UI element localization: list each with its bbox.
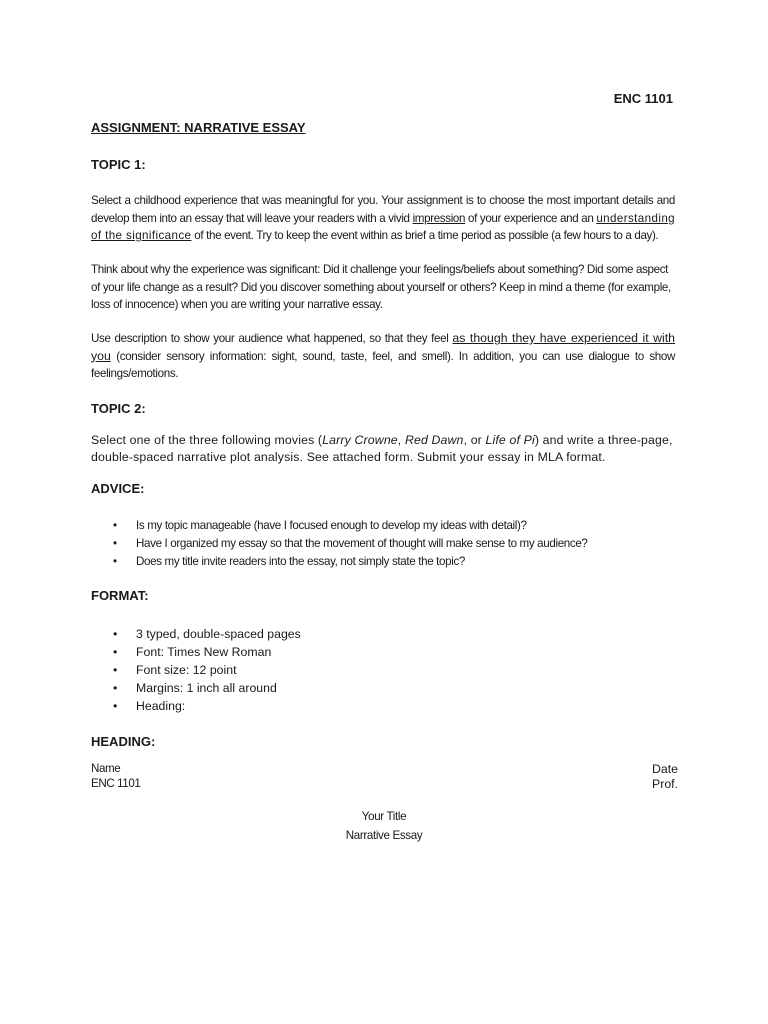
topic1-p1-underline-impression: impression — [412, 211, 466, 225]
format-heading: FORMAT: — [91, 588, 149, 603]
bullet-icon: • — [113, 681, 118, 695]
list-item — [91, 661, 301, 679]
topic1-p3-underline: as though they have experienced it with you — [91, 331, 675, 363]
topic1-p1-text-a: Select a childhood experience that was meaningful for you. Your assignment is to choose the most important details and develop them into an essay that will leave your readers with a vivid — [91, 194, 675, 225]
format-list — [91, 625, 301, 715]
list-item — [91, 535, 588, 553]
topic2-text-b: ) and write a three-page, double-spaced narrative plot analysis. See attached form. Submit your essay in MLA format. — [91, 433, 673, 464]
topic2-sep-1: , — [397, 433, 405, 447]
topic2-heading: TOPIC 2: — [91, 401, 146, 416]
list-item — [91, 697, 301, 715]
advice-heading: ADVICE: — [91, 481, 145, 496]
list-item — [91, 553, 588, 571]
movie-life-of-pi: Life of Pi — [485, 433, 535, 447]
movie-larry-crowne: Larry Crowne — [322, 433, 398, 447]
bullet-icon: • — [113, 555, 117, 568]
topic2-text-a: Select one of the three following movies ( — [91, 433, 323, 447]
topic1-heading: TOPIC 1: — [91, 157, 146, 172]
advice-item-text: Have I organized my essay so that the movement of thought will make sense to my audience? — [136, 537, 588, 550]
sample-subtitle: Narrative Essay — [345, 829, 423, 842]
topic1-p3-text-b: (consider sensory information: sight, sound, taste, feel, and smell). In addition, you can use dialogue to show feelings/emotions. — [91, 349, 675, 380]
topic2-sep-2: , or — [463, 433, 486, 447]
movie-red-dawn: Red Dawn — [404, 433, 464, 447]
list-item — [91, 517, 588, 535]
format-item-text: Font size: 12 point — [136, 663, 237, 677]
heading-prof-label: Prof. — [652, 777, 678, 791]
heading-name-label: Name — [91, 762, 121, 775]
format-item-text: Font: Times New Roman — [136, 645, 272, 659]
assignment-title: ASSIGNMENT: NARRATIVE ESSAY — [91, 120, 306, 135]
bullet-icon: • — [113, 537, 117, 550]
advice-item-text: Is my topic manageable (have I focused enough to develop my ideas with detail)? — [136, 519, 527, 532]
bullet-icon: • — [113, 663, 118, 677]
topic1-paragraph-1 — [91, 192, 675, 245]
list-item — [91, 679, 301, 697]
course-code: ENC 1101 — [613, 91, 673, 106]
topic1-paragraph-2: Think about why the experience was significant: Did it challenge your feelings/beliefs about something? Did some aspect of your life change as a result? Did you discover something about yourself or others? Keep in mind a theme (for example, loss of innocence) when you are writing your narrative essay. — [91, 263, 671, 311]
topic1-p1-text-b: of your experience and an — [465, 211, 597, 225]
bullet-icon: • — [113, 519, 117, 532]
advice-list — [91, 517, 588, 571]
format-item-text: Heading: — [136, 699, 186, 713]
list-item — [91, 643, 301, 661]
bullet-icon: • — [113, 645, 118, 659]
bullet-icon: • — [113, 699, 118, 713]
heading-date-label: Date — [652, 762, 678, 776]
topic1-paragraph-3 — [91, 330, 675, 383]
topic2-paragraph — [91, 432, 691, 466]
heading-course-label: ENC 1101 — [91, 777, 141, 790]
advice-item-text: Does my title invite readers into the essay, not simply state the topic? — [136, 555, 466, 568]
topic1-p3-text-a: Use description to show your audience what happened, so that they feel — [91, 332, 453, 345]
format-item-text: Margins: 1 inch all around — [136, 681, 277, 695]
topic1-p1-text-c: of the event. Try to keep the event within as brief a time period as possible (a few hours to a day). — [191, 229, 659, 242]
bullet-icon: • — [113, 627, 118, 641]
format-item-text: 3 typed, double-spaced pages — [136, 627, 301, 641]
sample-title: Your Title — [361, 810, 407, 823]
list-item — [91, 625, 301, 643]
topic1-p1-underline-significance: understanding of the significance — [91, 211, 676, 242]
heading-section-heading: HEADING: — [91, 734, 156, 749]
